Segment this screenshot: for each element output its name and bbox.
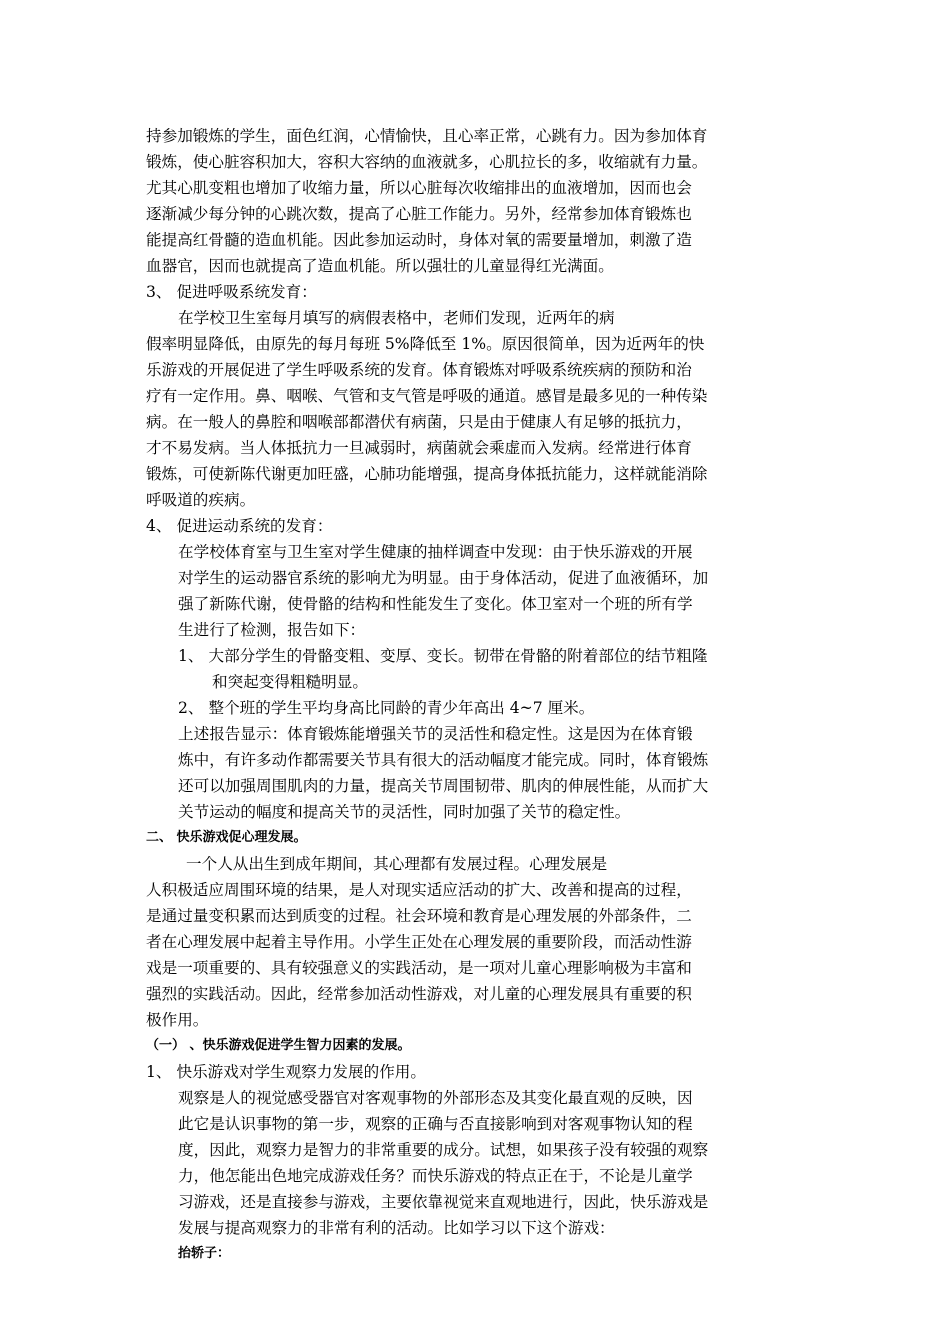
- paragraph-line: 关节运动的幅度和提高关节的灵活性，同时加强了关节的稳定性。: [178, 803, 631, 821]
- subsection-heading: （一） 、快乐游戏促进学生智力因素的发展。: [146, 1038, 411, 1053]
- paragraph-line: 血器官，因而也就提高了造血机能。所以强壮的儿童显得红光满面。: [146, 257, 614, 275]
- list-item: 1、 大部分学生的骨骼变粗、变厚、变长。韧带在骨骼的附着部位的结节粗隆: [178, 647, 708, 665]
- paragraph-line: 乐游戏的开展促进了学生呼吸系统的发育。体育锻炼对呼吸系统疾病的预防和治: [146, 361, 692, 379]
- paragraph-line: 度，因此，观察力是智力的非常重要的成分。试想，如果孩子没有较强的观察: [178, 1141, 709, 1159]
- paragraph-line: 炼中，有许多动作都需要关节具有很大的活动幅度才能完成。同时，体育锻炼: [178, 751, 709, 769]
- section-heading: 二、 快乐游戏促心理发展。: [146, 830, 307, 845]
- paragraph-line: 强了新陈代谢，使骨骼的结构和性能发生了变化。体卫室对一个班的所有学: [178, 595, 693, 613]
- paragraph-line: 对学生的运动器官系统的影响尤为明显。由于身体活动，促进了血液循环，加: [178, 569, 709, 587]
- paragraph-line: 锻炼，可使新陈代谢更加旺盛，心肺功能增强，提高身体抵抗能力，这样就能消除: [146, 465, 708, 483]
- paragraph-line: 疗有一定作用。鼻、咽喉、气管和支气管是呼吸的通道。感冒是最多见的一种传染: [146, 387, 708, 405]
- paragraph-line: 在学校卫生室每月填写的病假表格中，老师们发现，近两年的病: [178, 309, 615, 327]
- paragraph-line: 尤其心肌变粗也增加了收缩力量，所以心脏每次收缩排出的血液增加，因而也会: [146, 179, 692, 197]
- paragraph-line: 人积极适应周围环境的结果，是人对现实适应活动的扩大、改善和提高的过程，: [146, 881, 692, 899]
- paragraph-line: 还可以加强周围肌肉的力量，提高关节周围韧带、肌肉的伸展性能，从而扩大: [178, 777, 709, 795]
- section-heading: 1、 快乐游戏对学生观察力发展的作用。: [146, 1063, 426, 1081]
- paragraph-line: 观察是人的视觉感受器官对客观事物的外部形态及其变化最直观的反映，因: [178, 1089, 693, 1107]
- paragraph-line: 力，他怎能出色地完成游戏任务？而快乐游戏的特点正在于，不论是儿童学: [178, 1167, 693, 1185]
- paragraph-line: 戏是一项重要的、具有较强意义的实践活动，是一项对儿童心理影响极为丰富和: [146, 959, 692, 977]
- list-item: 和突起变得粗糙明显。: [212, 673, 368, 691]
- list-item: 2、 整个班的学生平均身高比同龄的青少年高出 4~7 厘米。: [178, 699, 595, 717]
- paragraph-line: 上述报告显示：体育锻炼能增强关节的灵活性和稳定性。这是因为在体育锻: [178, 725, 693, 743]
- paragraph-line: 一个人从出生到成年期间，其心理都有发展过程。心理发展是: [186, 855, 608, 873]
- paragraph-line: 在学校体育室与卫生室对学生健康的抽样调查中发现：由于快乐游戏的开展: [178, 543, 693, 561]
- paragraph-line: 呼吸道的疾病。: [146, 491, 256, 509]
- paragraph-line: 强烈的实践活动。因此，经常参加活动性游戏，对儿童的心理发展具有重要的积: [146, 985, 692, 1003]
- paragraph-line: 习游戏，还是直接参与游戏，主要依靠视觉来直观地进行，因此，快乐游戏是: [178, 1193, 709, 1211]
- paragraph-line: 极作用。: [146, 1011, 209, 1029]
- paragraph-line: 能提高红骨髓的造血机能。因此参加运动时，身体对氧的需要量增加，刺激了造: [146, 231, 692, 249]
- section-heading: 3、 促进呼吸系统发育：: [146, 283, 317, 301]
- paragraph-line: 才不易发病。当人体抵抗力一旦减弱时，病菌就会乘虚而入发病。经常进行体育: [146, 439, 692, 457]
- paragraph-line: 逐渐减少每分钟的心跳次数，提高了心脏工作能力。另外，经常参加体育锻炼也: [146, 205, 692, 223]
- paragraph-line: 发展与提高观察力的非常有利的活动。比如学习以下这个游戏：: [178, 1219, 615, 1237]
- paragraph-line: 者在心理发展中起着主导作用。小学生正处在心理发展的重要阶段，而活动性游: [146, 933, 692, 951]
- paragraph-line: 病。在一般人的鼻腔和咽喉部都潜伏有病菌，只是由于健康人有足够的抵抗力，: [146, 413, 692, 431]
- section-heading: 4、 促进运动系统的发育：: [146, 517, 333, 535]
- paragraph-line: 是通过量变积累而达到质变的过程。社会环境和教育是心理发展的外部条件，二: [146, 907, 692, 925]
- game-title: 抬轿子：: [178, 1246, 231, 1261]
- paragraph-line: 持参加锻炼的学生，面色红润，心情愉快，且心率正常，心跳有力。因为参加体育: [146, 127, 708, 145]
- paragraph-line: 锻炼，使心脏容积加大，容积大容纳的血液就多，心肌拉长的多，收缩就有力量。: [146, 153, 708, 171]
- paragraph-line: 假率明显降低，由原先的每月每班 5%降低至 1%。原因很简单，因为近两年的快: [146, 335, 705, 353]
- paragraph-line: 此它是认识事物的第一步，观察的正确与否直接影响到对客观事物认知的程: [178, 1115, 693, 1133]
- paragraph-line: 生进行了检测，报告如下：: [178, 621, 366, 639]
